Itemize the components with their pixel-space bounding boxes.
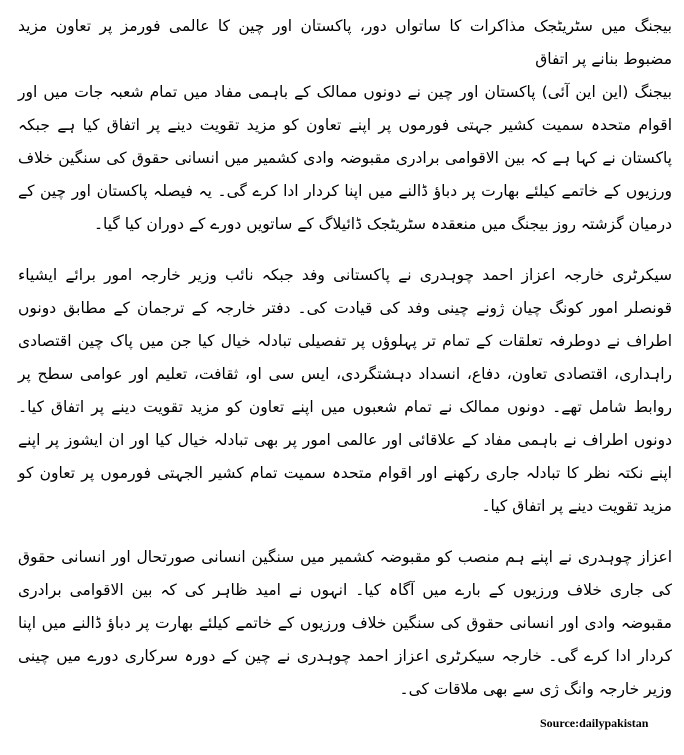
source-credit: Source:dailypakistan	[540, 716, 649, 730]
article-paragraph-3: اعزاز چوہدری نے اپنے ہم منصب کو مقبوضہ کشمیر میں سنگین انسانی صورتحال اور انسانی حقوق کی جاری خلاف ورزیوں کے بارے میں آگاہ کیا۔ انہوں نے امید ظاہر کی کہ بین الاقوامی برادری مقبوضہ وادی اور انسانی حقوق کی سنگین خلاف ورزیوں کے خاتمے کیلئے بھارت پر دباؤ ڈالنے میں اپنا کردار ادا کرے گی۔ خارجہ سیکرٹری اعزاز احمد چوہدری نے چین کے دورہ سرکاری دورے میں چینی وزیر خارجہ وانگ ژی سے بھی ملاقات کی۔	[18, 548, 672, 698]
article-headline: بیجنگ میں سٹریٹجک مذاکرات کا ساتواں دور، پاکستان اور چین کا عالمی فورمز پر تعاون مزید مضبوط بنانے پر اتفاق	[18, 17, 672, 68]
article-paragraph-2: سیکرٹری خارجہ اعزاز احمد چوہدری نے پاکستانی وفد جبکہ نائب وزیر خارجہ امور برائے ایشیاء قونصلر امور کونگ چیان ژونے چینی وفد کی قیادت کی۔ دفتر خارجہ کے ترجمان کے مطابق دونوں اطراف نے دوطرفہ تعلقات کے تمام تر پہلوؤں پر تفصیلی تبادلہ خیال کیا جن میں پاک چین اقتصادی راہداری، اقتصادی تعاون، دفاع، انسداد دہشتگردی، ایس سی او، ثقافت، تعلیم اور عوامی سطح پر روابط شامل تھے۔ دونوں ممالک نے تمام شعبوں میں اپنے تعاون کو مزید تقویت دینے پر اتفاق کیا۔ دونوں اطراف نے باہمی مفاد کے علاقائی اور عالمی امور پر بھی تبادلہ خیال کیا اور ان ایشوز پر اپنے اپنے نکتہ نظر کا تبادلہ جاری رکھنے اور اقوام متحدہ سمیت تمام کشیر الجہتی فورموں پر تعاون کو مزید تقویت دینے پر اتفاق کیا۔	[18, 266, 672, 515]
paragraph-spacer	[18, 523, 672, 541]
article-paragraph-1: بیجنگ (این این آئی) پاکستان اور چین نے دونوں ممالک کے باہمی مفاد میں تمام شعبہ جات میں اور اقوام متحدہ سمیت کشیر جہتی فورموں پر اپنے تعاون کو مزید تقویت دینے پر اتفاق کیا ہے جبکہ پاکستان نے کہا ہے کہ بین الاقوامی برادری مقبوضہ وادی کشمیر میں انسانی حقوق کی سنگین خلاف ورزیوں کے خاتمے کیلئے بھارت پر دباؤ ڈالنے میں اپنا کردار ادا کرے گی۔ یہ فیصلہ پاکستان اور چین کے درمیان گزشتہ روز بیجنگ میں منعقدہ سٹریٹجک ڈائیلاگ کے ساتویں دورے کے دوران کیا گیا۔	[18, 83, 672, 233]
paragraph-spacer	[18, 241, 672, 259]
